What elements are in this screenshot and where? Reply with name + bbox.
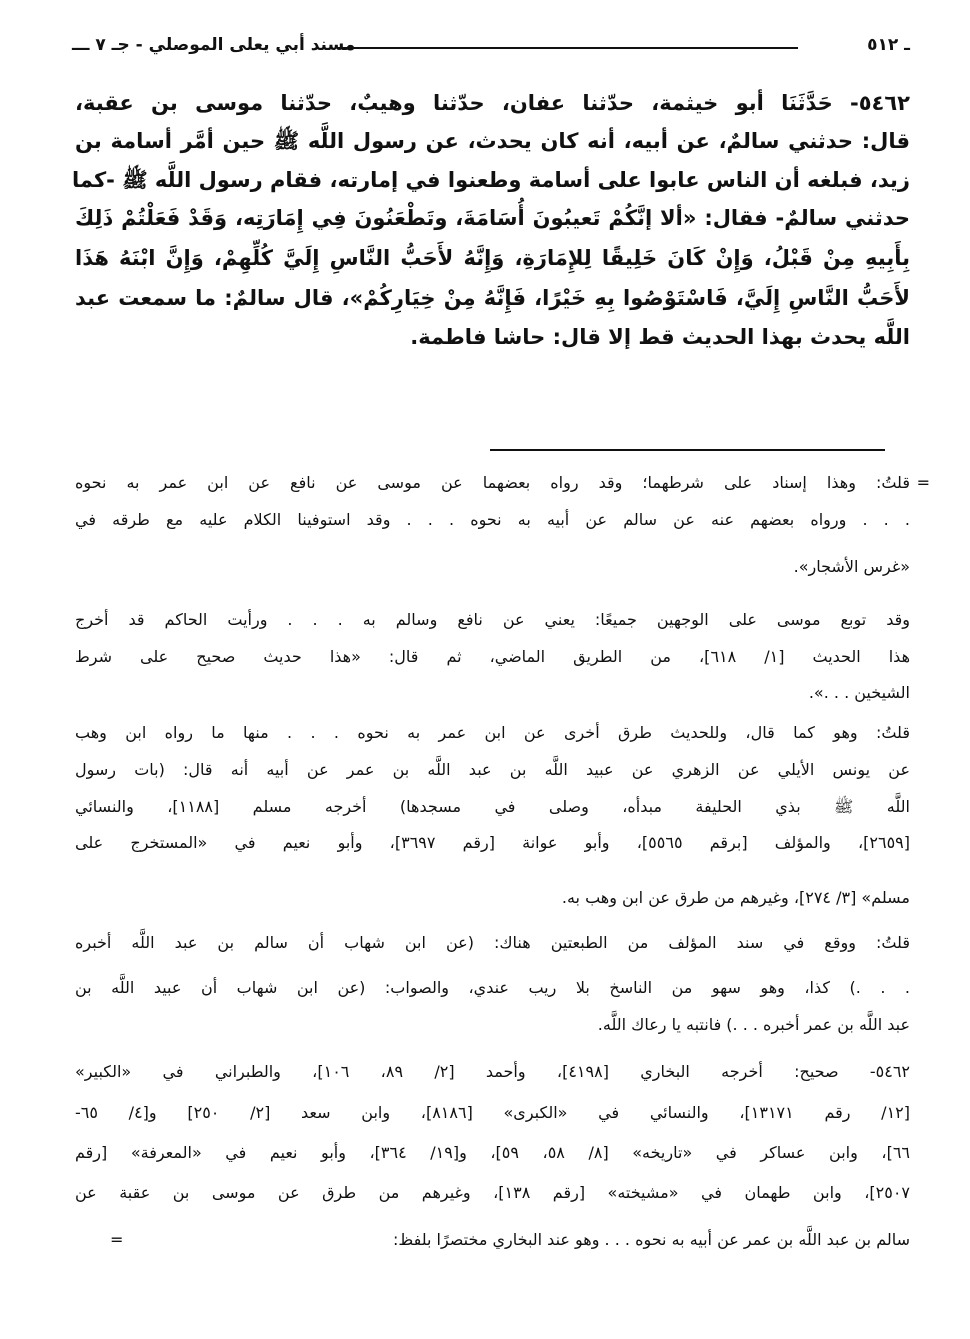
footnote-line: . . .) كذا، وهو سهو من الناسخ بلا ريب عندي، والصواب: (عن ابن شهاب أن عبيد اللَّه بن [75,978,910,997]
footnote-line: الشيخين . . .». [808,683,910,702]
main-text-line: ٥٤٦٢- حَدَّثَنَا أبو خيثمة، حدّثنا عفان، حدّثنا وهيبٌ، حدّثنا موسى بن عقبة، [75,91,910,115]
footnote-line: عن يونس الأيلي عن الزهري عن عبيد اللَّه بن عبد اللَّه بن عمر عن أبيه أنه قال: (بات رسول [75,760,910,779]
footnote-line: . . . ورواه بعضهم عنه عن سالم عن أبيه به نحوه . . . وقد استوفينا الكلام عليه مع طرقه في [75,510,910,529]
page-number: ـ ٥١٢ [867,35,910,55]
main-text-line: حدثني سالمٌ- فقال: «ألا إنَّكُمْ تَعيبُونَ أُسَامَةَ، وتَطْعَنُونَ فِي إِمَارَتِه، وَقَدْ فَعَلْتُمْ ذَلِكَ [75,206,910,230]
footnote-line: هذا الحديث [١/ ٦١٨]، من الطريق الماضي، ثم قال: «هذا حديث صحيح على شرط [75,647,911,666]
footnote-line: [١٢/ رقم ١٣١٧١]، والنسائي في «الكبرى» [٨١٨٦]، وابن سعد [٢/ ٢٥٠] و[٤/ ٦٥- [75,1103,911,1122]
continuation-mark: = [110,1230,124,1249]
footnote-line: قلتُ: وهو كما قال، وللحديث طرق أخرى عن ابن عمر به نحوه . . . منها ما رواه ابن وهب [75,723,910,742]
running-title: مسند أبي يعلى الموصلي - جـ ٧ ـــ [72,35,356,55]
footnote-line: «غرس الأشجار». [793,557,910,576]
footnote-line: وقد توبع موسى على الوجهين جميعًا: يعني عن نافع وسالم به . . . ورأيت الحاكم قد أخرج [75,610,910,629]
footnote-line: قلتُ: وهذا إسناد على شرطهما؛ وقد رواه بعضهما عن موسى عن نافع عن ابن عمر به نحوه [75,473,910,492]
footnote-line: ٥٤٦٢- صحيح: أخرجه البخاري [٤١٩٨]، وأحمد [٢/ ٨٩، ١٠٦]، والطبراني في «الكبير» [75,1062,911,1081]
footnote-separator [490,449,885,451]
main-text-line: اللَّه يحدث بهذا الحديث قط إلا قال: حاشا فاطمة. [410,325,910,349]
main-text-line: بِأَبِيهِ مِنْ قَبْلُ، وَإِنْ كَانَ خَلِيقًا لِلإِمَارَةِ، وَإِنَّهُ لأَحَبُّ النَّاسِ إِلَيَّ كُلِّهِمْ، وَإِنَّ ابْنَهُ هَذَا [75,246,910,270]
footnote-line: ٦٦]، وابن عساكر في «تاريخه» [٨/ ٥٨، ٥٩]، و[١٩/ ٣٦٤]، وأبو نعيم في «المعرفة» [رقم [75,1143,910,1162]
footnote-line: ٢٥٠٧]، وابن طهمان في «مشيخته» [رقم ١٣٨]، وغيرهم من طرق عن موسى بن عقبة عن [75,1183,910,1202]
header-rule [338,47,798,49]
footnote-line: مسلم» [٣/ ٢٧٤]، وغيرهم من طرق عن ابن وهب به. [561,888,910,907]
main-text-line: قال: حدثني سالمٌ، عن أبيه، أنه كان يحدث، عن رسول اللَّه ﷺ حين أمَّر أسامة بن [75,129,910,153]
footnote-line: قلتُ: ووقع في سند المؤلف من الطبعتين هناك: (عن ابن شهاب أن سالم بن عبد اللَّه أخبره [75,933,910,952]
footnote-line: اللَّه ﷺ بذي الحليفة مبدأه، وصلى في مسجدها) أخرجه مسلم [١١٨٨]، والنسائي [75,797,910,816]
main-text-line: لأَحَبُّ النَّاسِ إِلَيَّ، فَاسْتَوْصُوا بِهِ خَيْرًا، فَإِنَّهُ مِنْ خِيَارِكُمْ»، قال سالمٌ: ما سمعت عبد [75,286,910,310]
continuation-mark: = [916,473,930,492]
footnote-line: [٢٦٥٩]، والمؤلف [برقم ٥٥٦٥]، وأبو عوانة [رقم ٣٦٩٧]، وأبو نعيم في «المستخرج على [75,833,911,852]
footnote-line: عبد اللَّه بن عمر أخبره . . .) فانتبه يا رعاك اللَّه. [597,1015,910,1034]
main-text-line: زيد، فبلغه أن الناس عابوا على أسامة وطعنوا في إمارته، فقام رسول اللَّه ﷺ -كما [72,168,910,192]
footnote-line: سالم بن عبد اللَّه بن عمر عن أبيه به نحوه . . . وهو عند البخاري مختصرًا بلفظ: [393,1230,910,1249]
